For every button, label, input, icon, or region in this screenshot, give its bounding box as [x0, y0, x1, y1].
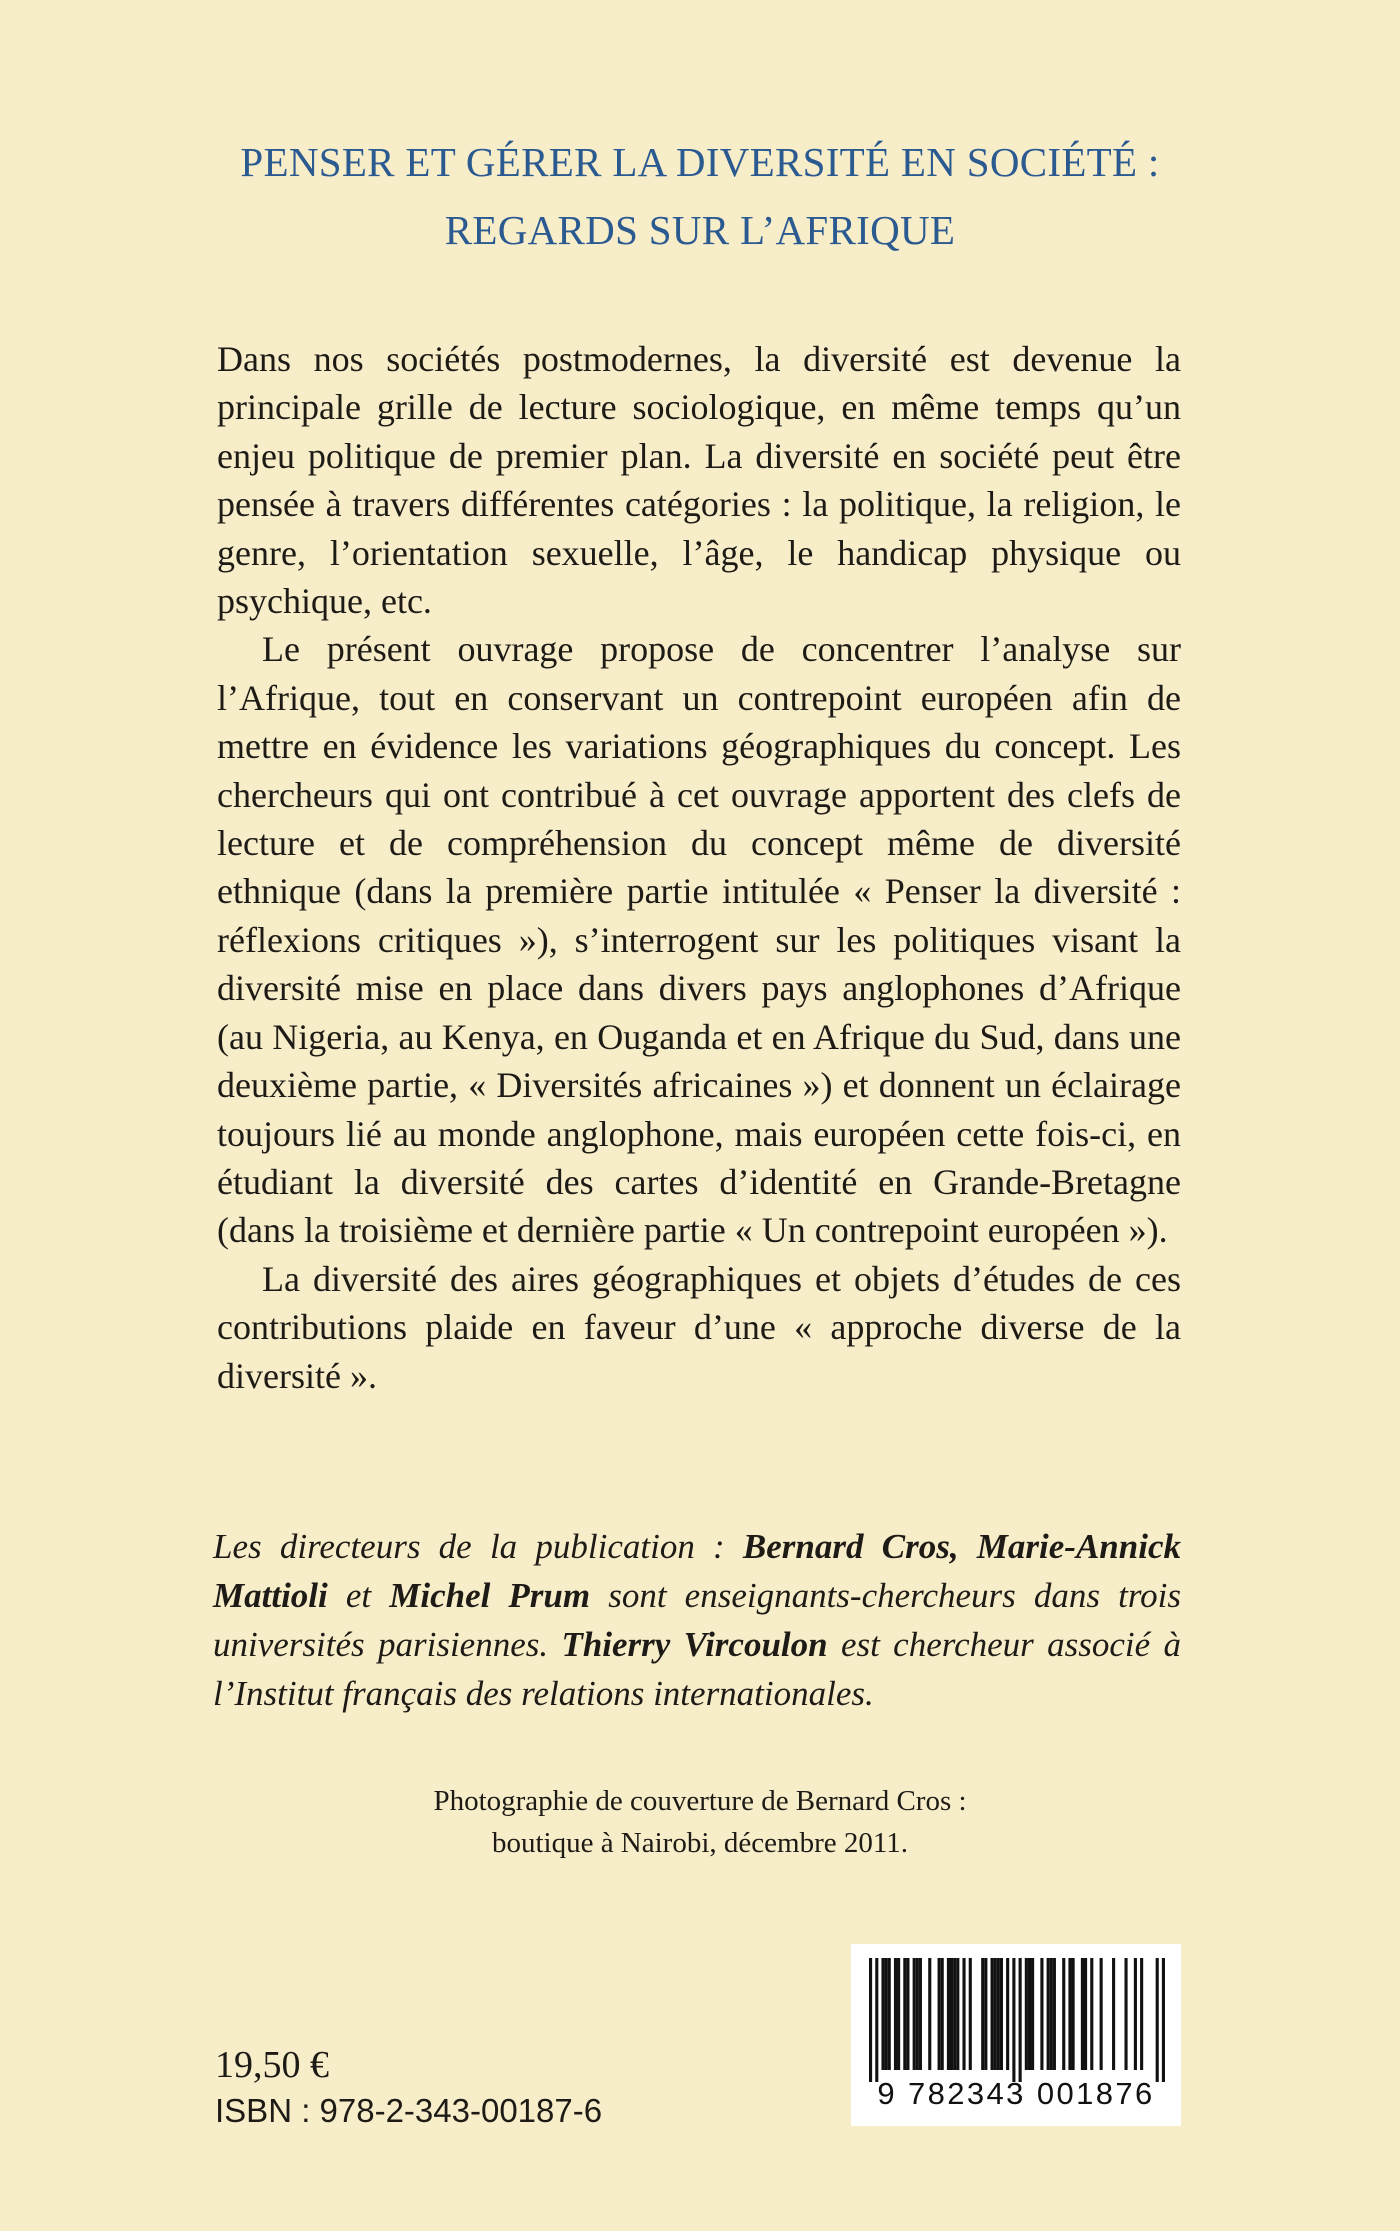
authors-intro: Les directeurs de la publication : [213, 1527, 743, 1566]
photo-credit-line-2: boutique à Nairobi, décembre 2011. [491, 1827, 909, 1859]
barcode-bar [1134, 1958, 1137, 2070]
blurb-paragraph-1: Dans nos sociétés postmodernes, la diversité est devenue la principale grille de lecture sociologique, en même temps qu’un enjeu politique de premier plan. La diversité en société peut être pensée à travers différentes catégories : la politique, la religion, le genre, l’orientation sexuelle, l’âge, le handicap physique ou psychique, etc. [217, 339, 1181, 622]
blurb-paragraph-2: Le présent ouvrage propose de concentrer l’analyse sur l’Afrique, tout en conservant un contrepoint européen afin de mettre en évidence les variations géographiques du concept. Les chercheurs qui ont contribué à cet ouvrage apportent des clefs de lecture et de compréhension du concept même de diversité ethnique (dans la première partie intitulée « Penser la diversité : réflexions critiques »), s’interrogent sur les politiques visant la diversité mise en place dans divers pays anglophones d’Afrique (au Nigeria, au Kenya, en Ouganda et en Afrique du Sud, dans une deuxième partie, « Diversités africaines ») et donnent un éclairage toujours lié au monde anglophone, mais européen cette fois-ci, en étudiant la diversité des cartes d’identité en Grande-Bretagne (dans la troisième et dernière partie « Un contrepoint européen »). [217, 629, 1181, 1251]
authors-note [213, 1522, 1181, 1718]
authors-role: sont enseignants-chercheurs dans trois universités parisiennes. [213, 1576, 1181, 1664]
barcode-bar [869, 1958, 872, 2082]
barcode-bar [962, 1958, 965, 2070]
barcode-bar [1100, 1958, 1103, 2070]
barcode-bar [1006, 1958, 1009, 2070]
barcode-bar [916, 1958, 919, 2070]
barcode-bar [1124, 1958, 1127, 2070]
barcode-bar [956, 1958, 959, 2070]
authors-role-2: est chercheur associé à l’Institut français des relations internationales. [213, 1625, 1181, 1713]
cover-title [0, 128, 1400, 264]
barcode-bar [981, 1958, 984, 2070]
barcode-bar [1072, 1958, 1075, 2070]
barcode-bar [1053, 1958, 1056, 2070]
barcode-bar [1040, 1958, 1043, 2070]
barcode-bar [913, 1958, 916, 2070]
barcode-bar [1047, 1958, 1050, 2070]
barcode-bar [1000, 1958, 1003, 2070]
blurb [217, 335, 1181, 1400]
barcode-bar [885, 1958, 888, 2070]
photo-credit-line-1: Photographie de couverture de Bernard Cros : [433, 1785, 967, 1817]
title-line-1: PENSER ET GÉRER LA DIVERSITÉ EN SOCIÉTÉ : [240, 139, 1160, 185]
authors-and: et [327, 1576, 390, 1615]
barcode-bar [997, 1958, 1000, 2070]
barcode-bar [1050, 1958, 1053, 2070]
barcode-bar [881, 1958, 884, 2070]
barcode-bar [1084, 1958, 1087, 2070]
barcode-bar [1090, 1958, 1093, 2070]
barcode-bar [1081, 1958, 1084, 2070]
barcode-bar [875, 1958, 878, 2082]
barcode-bar [928, 1958, 931, 2070]
barcode-bar [953, 1958, 956, 2070]
author-name-3: Thierry Vircoulon [561, 1625, 828, 1664]
barcode-bar [1162, 1958, 1165, 2082]
price: 19,50 € [215, 2044, 329, 2086]
barcode-bar [1019, 1958, 1022, 2082]
barcode-bar [969, 1958, 972, 2070]
barcode-bar [950, 1958, 953, 2070]
barcode-bar [991, 1958, 994, 2070]
barcode-bar [994, 1958, 997, 2070]
barcode-bar [903, 1958, 906, 2070]
barcode-bar [1062, 1958, 1065, 2070]
barcode-bar [947, 1958, 950, 2070]
barcode-bar [984, 1958, 987, 2070]
blurb-paragraph-3: La diversité des aires géographiques et objets d’études de ces contributions plaide en faveur d’une « approche diverse de la diversité ». [217, 1258, 1181, 1396]
barcode [851, 1944, 1181, 2126]
barcode-bar [1031, 1958, 1034, 2070]
barcode-bar [941, 1958, 944, 2070]
barcode-bar [1012, 1958, 1015, 2082]
barcode-bar [894, 1958, 897, 2070]
barcode-bar [1025, 1958, 1028, 2070]
barcode-bar [1068, 1958, 1071, 2070]
barcode-digits: 9 782343 001876 [877, 2076, 1155, 2111]
title-line-2: REGARDS SUR L’AFRIQUE [444, 207, 956, 253]
author-name-2: Michel Prum [389, 1576, 591, 1615]
barcode-bar [888, 1958, 891, 2070]
isbn: ISBN : 978-2-343-00187-6 [215, 2092, 603, 2129]
barcode-bar [938, 1958, 941, 2070]
barcode-bar [906, 1958, 909, 2070]
barcode-bar [897, 1958, 900, 2070]
barcode-bars [869, 1958, 1165, 2082]
author-names-1: Bernard Cros, Marie-Annick Mattioli [213, 1527, 1181, 1615]
photo-credit [0, 1780, 1400, 1864]
barcode-bar [1156, 1958, 1159, 2082]
barcode-bar [1112, 1958, 1115, 2070]
barcode-bar [1140, 1958, 1143, 2070]
barcode-bar [919, 1958, 922, 2070]
barcode-bar [1028, 1958, 1031, 2070]
